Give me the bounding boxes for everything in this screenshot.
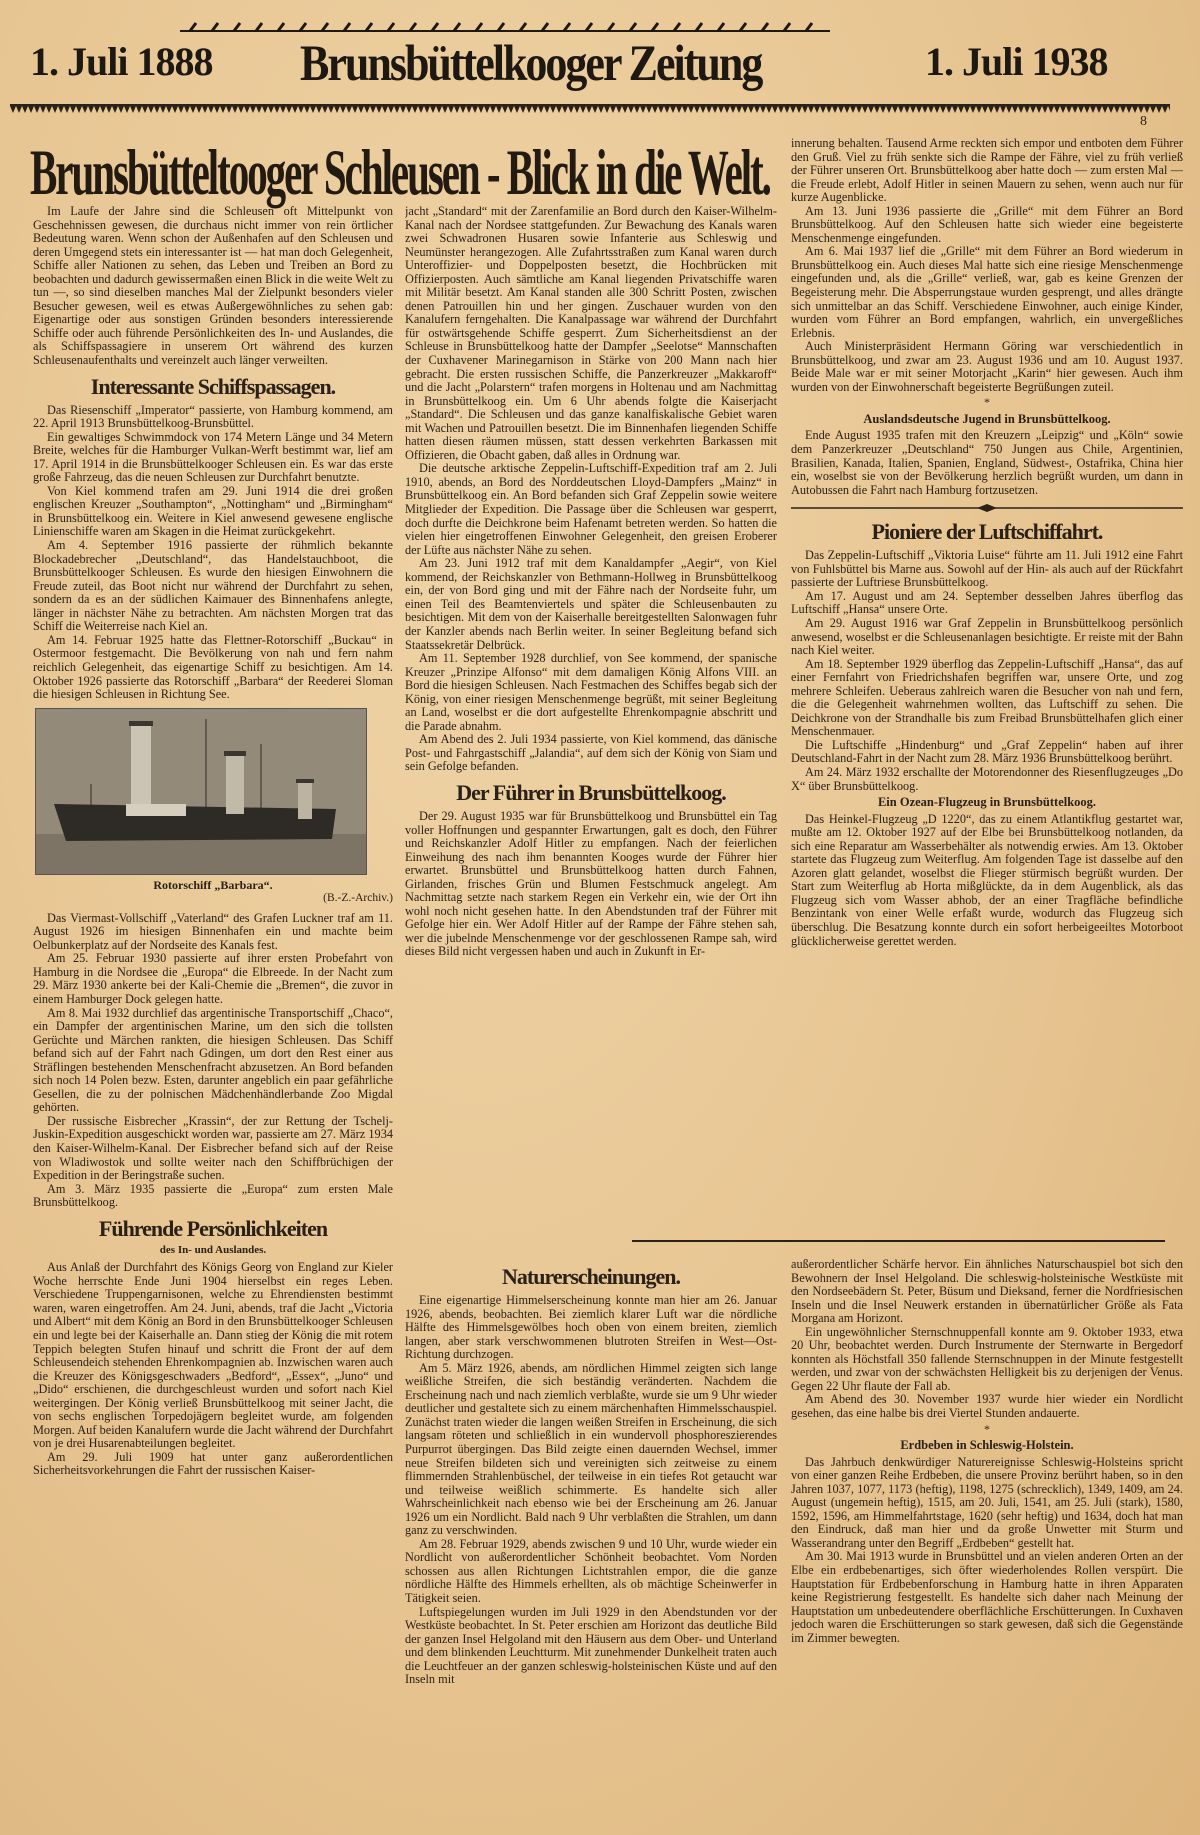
horizontal-divider bbox=[632, 1240, 1165, 1242]
subsection-heading: Erdbeben in Schleswig-Holstein. bbox=[900, 1438, 1074, 1453]
article-paragraph: Am 4. September 1916 passierte der rühmlich bekannte Blockadebrecher „Deutschland“, das Handelstauchboot, die Brunsbüttelkooger Schleusen. Es wurde den hiesigen Einwohnern die Freude zuteil, das Boot nicht nur während der Durchfahrt zu sehen, sondern da es an der südlichen Kaimauer des Binnenhafens anlegte, länger in nächster Nähe zu betrachten. Am nächsten Morgen trat das Schiff die Weiterreise nach Kiel an. bbox=[33, 538, 393, 634]
article-paragraph: Das Heinkel-Flugzeug „D 1220“, das zu einem Atlantikflug gestartet war, mußte am 12. Oktober 1927 auf der Elbe bei Brunsbüttelkoog notlanden, da sich eine Reparatur am Wasserbehälter als notwendig erwies. Am 13. Oktober startete das Flugzeug zum Weiterflug. Am folgenden Tage ist dasselbe auf den Azoren glatt gelandet, woselbst die Flieger stürmisch begrüßt wurden. Der Start zum Weiterflug ab Horta mißglückte, da in dem Augenblick, als das Flugzeug sich vom Wasser abhob, der an einer Tragfläche befindliche Benzintank von einer Welle erfaßt wurde, wodurch das Flugzeug sich überschlug. Die Besatzung konnte durch ein sofort herbeigeeiltes Motorboot glücklicherweise gerettet werden. bbox=[791, 811, 1183, 948]
article-paragraph: Der russische Eisbrecher „Krassin“, der zur Rettung der Tschelj-Juskin-Expedition ausgeschickt worden war, passierte am 27. März 1934 den Kaiser-Wilhelm-Kanal. Der Eisbrecher befand sich auf der Reise von Wladiwostok und sollte weiter nach den Schiffbrüchigen der Expedition in der Beringstraße suchen. bbox=[33, 1113, 393, 1183]
zigzag-rule bbox=[10, 104, 1170, 114]
section-heading: Interessante Schiffspassagen. bbox=[90, 373, 336, 399]
article-paragraph: Am 23. Juni 1912 traf mit dem Kanaldampfer „Aegir“, von Kiel kommend, der Reichskanzler von Bethmann-Hollweg in Brunsbüttelkoog ein, der von Bord ging und mit der Fähre nach der Nordseite fuhr, um einen Teil des Beamtenviertels und später die Schleusenbauten zu besichtigen. Mit dem von der Kaiserhalle bereitgestellten Salonwagen fuhr der Kanzler abends nach Berlin weiter. In seiner Begleitung befand sich Staatssekretär Delbrück. bbox=[405, 556, 777, 652]
article-paragraph: Am 28. Februar 1929, abends zwischen 9 und 10 Uhr, wurde wieder ein Nordlicht von außerordentlicher Schönheit beobachtet. Vom Norden schossen aus allen Richtungen Lichtstrahlen empor, die die ganze nördliche Hälfte des Himmels erhellten, als ob mächtige Scheinwerfer in Tätigkeit seien. bbox=[405, 1536, 777, 1606]
article-paragraph: Am 29. Juli 1909 hat unter ganz außerordentlichen Sicherheitsvorkehrungen die Fahrt der russischen Kaiser- bbox=[33, 1449, 393, 1478]
masthead-date-left: 1. Juli 1888 bbox=[30, 39, 213, 84]
article-paragraph: Von Kiel kommend trafen am 29. Juni 1914 die drei großen englischen Kreuzer „Southampton“, „Nottingham“ und „Birmingham“ in Brunsbüttelkoog ein. Weitere in Kiel anwesend gewesene englische Linienschiffe waren am Skagen in die Heimat zurückgekehrt. bbox=[33, 483, 393, 539]
article-paragraph: Im Laufe der Jahre sind die Schleusen oft Mittelpunkt von Geschehnissen gewesen, die durchaus nicht immer von rein örtlicher Bedeutung waren. Wenn schon der Außenhafen auf den Schleusen und deren Umgegend stets ein interessanter ist — hat man doch Gelegenheit, Schiffe aller Nationen zu sehen, das Leben und Treiben an Bord zu beobachten und dadurch gewissermaßen einen Blick in die weite Welt zu tun —, so sind dieselben manches Mal der Zielpunkt besonders vieler Besucher gewesen, weil es etwas Außergewöhnliches zu sehen gab: Eigenartige oder aus sonstigen Gründen besonders interessierende Schiffe oder auch führende Persönlichkeiten des In- und Auslandes, die als Schiffspassagiere in unserem Ort während des kurzen Schleusenaufenthalts und vereinzelt auch länger verweilten. bbox=[33, 205, 393, 368]
article-paragraph: Aus Anlaß der Durchfahrt des Königs Georg von England zur Kieler Woche herrschte Ende Juni 1904 hierselbst ein reges Leben. Verschiedene Truppengarnisonen, welche zu Ehrendiensten bestimmt waren, waren eingetroffen. Am 24. Juni, abends, traf die Jacht „Victoria und Albert“ mit dem König an Bord in den Brunsbüttelkooger Schleusen ein und legte bei der Kaiserhalle an. Dann stieg der König die mit rotem Teppich belegten Stufen hinauf und schritt die Front der auf dem Schleusendeich stehenden Ehrenkompagnien ab. Inzwischen waren auch die Kreuzer des Königsgeschwaders „Bedford“, „Essex“, „Juno“ und „Dido“ erschienen, die durchgeschleust wurden und sofort nach Kiel weitergingen. Der König verließ Brunsbüttelkoog mit seiner Jacht, die von sechs englischen Torpedojägern begleitet wurde, am folgenden Morgen. Auf beiden Kanalufern wurde die Jacht während der Durchfahrt von je drei Husarenabteilungen begleitet. bbox=[33, 1260, 393, 1451]
photo-caption: Rotorschiff „Barbara“. bbox=[153, 877, 273, 892]
column-2 bbox=[405, 205, 777, 1227]
article-paragraph: Luftspiegelungen wurden im Juli 1929 in den Abendstunden vor der Westküste beobachtet. In St. Peter erschien am Horizont das deutliche Bild der ganzen Insel Helgoland mit den Häusern aus dem Ober- und Unterland und dem blinkenden Leuchtturm. Mit zunehmender Dunkelheit traten auch die Leuchtfeuer an der ganzen schleswig-holsteinischen Küste und auf den Inseln mit bbox=[405, 1604, 777, 1687]
article-paragraph: Am 13. Juni 1936 passierte die „Grille“ mit dem Führer an Bord Brunsbüttelkoog. Auf den Schleusen hatte sich wieder eine begeisterte Menschenmenge eingefunden. bbox=[791, 203, 1183, 245]
article-paragraph: Am Abend des 30. November 1937 wurde hier wieder ein Nordlicht gesehen, das eine halbe bis drei Viertel Stunden andauerte. bbox=[791, 1392, 1183, 1421]
article-paragraph: Am 8. Mai 1932 durchlief das argentinische Transportschiff „Chaco“, ein Dampfer der argentinischen Marine, um den sich die tollsten Gerüchte und Märchen rankten, die hiesigen Schleusen. Das Schiff befand sich auf der Fahrt nach Gdingen, um dort den Rest einer aus Sträflingen bestehenden Menschenfracht abzusetzen. An Bord befanden sich noch 14 Polen bezw. Esten, darunter angeblich ein paar gefährliche Gesellen, die zu der polnischen Mädchenhändlerbande Zoo Migdal gehörten. bbox=[33, 1005, 393, 1115]
article-paragraph: Am 6. Mai 1937 lief die „Grille“ mit dem Führer an Bord wiederum in Brunsbüttelkoog ein. Auch dieses Mal hatte sich eine riesige Menschenmenge eingefunden und, als die „Grille“ verließ, war, gab es keine Grenzen der Begeisterung mehr. Die Absperrungstaue wurden gesprengt, und alles drängte sich unmittelbar an das Schiff. Verschiedene Einwohner, auch einige Kinder, wurden vom Führer an Bord empfangen, wahrlich, ein unvergeßliches Erlebnis. bbox=[791, 244, 1183, 340]
article-paragraph: jacht „Standard“ mit der Zarenfamilie an Bord durch den Kaiser-Wilhelm-Kanal nach der Nordsee stattgefunden. Zur Bewachung des Kanals waren zwei Schwadronen Husaren sowie Infanterie aus Schleswig und Neumünster herangezogen. Alle Zufahrtsstraßen zum Kanal waren durch Unteroffizier- und Doppelposten besetzt, die Hochbrücken mit Offizierposten. Auch sämtliche am Kanal liegenden Privatschiffe waren mit Militär besetzt. Am Kanal standen alle 300 Schritt Posten, zwischen denen Patrouillen hin und her gingen. Zuschauer wurden von den Kanalufern ferngehalten. Die Kanalpassage war während der Durchfahrt für ostwärtsgehende Schiffe gesperrt. Zum Sicherheitsdienst an der Schleuse in Brunsbüttelkoog hatte der Dampfer „Seelotse“ Mannschaften der Cuxhavener Marinegarnison in Stärke von 200 Mann nach hier gebracht. Die ersten russischen Schiffe, die Panzerkreuzer „Makkaroff“ und die Jacht „Polarstern“ trafen morgens in Holtenau und am Nachmittag in Brunsbüttelkoog ein. Um 6 Uhr abends folgte die Kaiserjacht „Standard“. Die Schleusen und das ganze kanalfiskalische Gebiet waren mit Wachen und Patrouillen besetzt. Die im Binnenhafen liegenden Schiffe hatten diesen räumen müssen, statt dessen verkehrten Barkassen mit Offizieren, die Obacht gaben, daß alles in Ordnung war. bbox=[405, 205, 777, 462]
main-headline: Brunsbütteltooger Schleusen - Blick in die Welt. bbox=[30, 135, 770, 209]
article-paragraph: Das Viermast-Vollschiff „Vaterland“ des Grafen Luckner traf am 11. August 1926 im hiesigen Binnenhafen ein und machte beim Oelbunkerplatz auf der Nordseite des Kanals fest. bbox=[33, 910, 393, 952]
article-paragraph: Am 30. Mai 1913 wurde in Brunsbüttel und an vielen anderen Orten an der Elbe ein erdbebenartiges, sich öfter wiederholendes Rollen verspürt. Die Hauptstation für Erdbebenforschung in Hamburg hatte in ihren Apparaten keine Registrierung festgestellt. Es handelte sich daher nach Meinung der Hauptstation um unbedeutendere oberflächliche Erschütterungen. In Cuxhaven jedoch waren die Erschütterungen so stark gewesen, daß sich die Gegenstände im Zimmer bewegten. bbox=[791, 1549, 1183, 1645]
article-paragraph: außerordentlicher Schärfe hervor. Ein ähnliches Naturschauspiel bot sich den Bewohnern der Insel Helgoland. Die schleswig-holsteinische Westküste mit den Nordseebädern St. Peter, Büsum und Dieksand, ferner die Nordfriesischen Inseln und die Insel Neuwerk erstanden in übernatürlicher Größe als Fata Morgana am Horizont. bbox=[791, 1258, 1183, 1326]
section-heading: Naturerscheinungen. bbox=[502, 1264, 680, 1289]
article-paragraph: Am 17. August und am 24. September desselben Jahres überflog das Luftschiff „Hansa“ unsere Orte. bbox=[791, 588, 1183, 617]
ship-photo bbox=[35, 708, 367, 875]
section-heading: Führende Persönlichkeiten bbox=[98, 1215, 328, 1241]
section-subheading: des In- und Auslandes. bbox=[159, 1243, 267, 1256]
article-paragraph: Am Abend des 2. Juli 1934 passierte, von Kiel kommend, das dänische Post- und Fahrgastschiff „Jalandia“, auf dem sich der König von Siam und sein Gefolge befanden. bbox=[405, 732, 777, 774]
subsection-heading: Ein Ozean-Flugzeug in Brunsbüttelkoog. bbox=[877, 795, 1097, 810]
article-paragraph: Am 25. Februar 1930 passierte auf ihrer ersten Probefahrt von Hamburg in die Nordsee die „Europa“ die Elbreede. In der Nacht zum 29. März 1930 ankerte bei der Kali-Chemie die „Bremen“, die zuvor in einem Hamburger Dock gelegen hatte. bbox=[33, 951, 393, 1006]
article-paragraph: Am 3. März 1935 passierte die „Europa“ zum ersten Male Brunsbüttelkoog. bbox=[33, 1181, 393, 1210]
article-paragraph: Der 29. August 1935 war für Brunsbüttelkoog und Brunsbüttel ein Tag voller Hoffnungen und gespannter Erwartungen, galt es doch, den Führer und Reichskanzler Adolf Hitler zu empfangen. Nach der feierlichen Einweihung des nach ihm benannten Kooges wurde der Führer hier erwartet. Brunsbüttel und Brunsbüttelkoog hatten durch Fahnen, Girlanden, frisches Grün und Blumen Festschmuck angelegt. Am Nachmittag setzte nach starkem Regen ein Verkehr ein, wie der Ort ihn wohl noch nicht gesehen hatte. In den Abendstunden traf der Führer mit Gefolge hier ein. Wer Adolf Hitler auf der Rampe der Fähre stehen sah, wer die jubelnde Menschenmenge vor der geschlossenen Rampe sah, wird dieses Bild nicht vergessen haben und auch in Zukunft in Er- bbox=[405, 808, 777, 959]
article-paragraph: Ende August 1935 trafen mit den Kreuzern „Leipzig“ und „Köln“ sowie dem Panzerkreuzer „Deutschland“ 750 Jungen aus Chile, Argentinien, Brasilien, Kanada, Italien, Spanien, England, Südwest-, Ostafrika, China hier ein, woselbst sie von der Bevölkerung herzlich begrüßt wurden, um dann in Autobussen die Fahrt nach Hamburg fortzusetzen. bbox=[791, 428, 1183, 497]
article-paragraph: Am 14. Februar 1925 hatte das Flettner-Rotorschiff „Buckau“ in Ostermoor festgemacht. Die Bevölkerung von nah und fern nahm reichlich Gelegenheit, das eigenartige Schiff zu besichtigen. Am 14. Oktober 1926 passierte das Rotorschiff „Barbara“ der Reederei Sloman die hiesigen Schleusen in Richtung See. bbox=[33, 632, 393, 702]
column-1 bbox=[33, 205, 393, 1835]
masthead-date-right: 1. Juli 1938 bbox=[925, 39, 1108, 84]
article-paragraph: innerung behalten. Tausend Arme reckten sich empor und entboten dem Führer den Gruß. Viel zu früh senkte sich die Rampe der Fähre, viel zu früh verließ der Führer unseren Ort. Brunsbüttelkoog aber hatte doch — zum ersten Mal — die Freude erlebt, Adolf Hitler in seinen Mauern zu sehen, wenn auch nur für kurze Augenblicke. bbox=[791, 137, 1183, 205]
article-paragraph: Am 18. September 1929 überflog das Zeppelin-Luftschiff „Hansa“, das auf einer Fernfahrt von Friedrichshafen begriffen war, unsere Orte, und zog mehrere Schleifen. Ueberaus zahlreich waren die Besucher von nah und fern, die die Gelegenheit wahrnehmen wollten, das Luftschiff zu sehen. Die Deichkrone von der Strandhalle bis zum Freibad Brunsbüttelhafen glich einer Menschenmauer. bbox=[791, 656, 1183, 739]
section-separator: * bbox=[984, 1421, 990, 1436]
article-paragraph: Ein ungewöhnlicher Sternschnuppenfall konnte am 9. Oktober 1933, etwa 20 Uhr, beobachtet werden. Durch Instrumente der Sternwarte in Bergedorf konnten als Höchstfall 350 fallende Sternschnuppen in der Minute festgestellt werden, und zwar von der schwächsten Helligkeit bis zu derjenigen der Venus. Gegen 22 Uhr flaute der Fall ab. bbox=[791, 1324, 1183, 1393]
column-3 bbox=[791, 137, 1183, 1229]
masthead-title: Brunsbüttelkooger Zeitung bbox=[300, 35, 762, 92]
section-separator: * bbox=[984, 395, 990, 410]
photo-credit: (B.-Z.-Archiv.) bbox=[323, 892, 393, 905]
subsection-heading: Auslandsdeutsche Jugend in Brunsbüttelkoog. bbox=[863, 411, 1111, 426]
divider-ornament bbox=[791, 503, 1183, 513]
article-paragraph: Die deutsche arktische Zeppelin-Luftschiff-Expedition traf am 2. Juli 1910, abends, an Bord des Norddeutschen Lloyd-Dampfers „Mainz“ in Brunsbüttelkoog ein. An Bord befanden sich Graf Zeppelin sowie weitere Mitglieder der Expedition. Die Passage über die Schleusen war gesperrt, doch durfte die Deichkrone beim Hafenamt betreten werden. So hatten die vielen hier eingetroffenen Einwohner Gelegenheit, den greisen Eroberer der Lüfte aus nächster Nähe zu sehen. bbox=[405, 461, 777, 557]
article-paragraph: Am 24. März 1932 erschallte der Motorendonner des Riesenflugzeuges „Do X“ über Brunsbüttelkoog. bbox=[791, 764, 1183, 793]
article-paragraph: Auch Ministerpräsident Hermann Göring war verschiedentlich in Brunsbüttelkoog, und zwar am 23. August 1936 und am 10. August 1937. Beide Male war er mit seiner Motorjacht „Karin“ hier gewesen. Auch ihm wurden von der Einwohnerschaft begeisterte Begrüßungen zuteil. bbox=[791, 339, 1183, 394]
article-paragraph: Die Luftschiffe „Hindenburg“ und „Graf Zeppelin“ haben auf ihrer Deutschland-Fahrt in der Nacht zum 28. März 1936 Brunsbüttelkoog berührt. bbox=[791, 737, 1183, 766]
column-2-bottom bbox=[405, 1258, 777, 1835]
column-3-bottom bbox=[791, 1258, 1183, 1835]
article-paragraph: Das Riesenschiff „Imperator“ passierte, von Hamburg kommend, am 22. April 1913 Brunsbüttelkoog-Brunsbüttel. bbox=[33, 402, 393, 431]
article-paragraph: Das Zeppelin-Luftschiff „Viktoria Luise“ führte am 11. Juli 1912 eine Fahrt von Fuhlsbüttel bis Marne aus. Sowohl auf der Hin- als auch auf der Rückfahrt passierte der Luftriese Brunsbüttelkoog. bbox=[791, 548, 1183, 590]
article-paragraph: Am 11. September 1928 durchlief, von See kommend, der spanische Kreuzer „Prinzipe Alfonso“ mit dem damaligen König Alfons VIII. an Bord die hiesigen Schleusen. Nach Festmachen des Schiffes begab sich der König, von einer riesigen Menschenmenge begrüßt, mit seiner Begleitung an Land, woselbst er die dort aufgestellte Ehrenkompagnie abschritt und die Parade abnahm. bbox=[405, 651, 777, 733]
section-heading: Pioniere der Luftschiffahrt. bbox=[871, 519, 1103, 545]
page-number: 8 bbox=[1140, 114, 1147, 129]
article-paragraph: Eine eigenartige Himmelserscheinung konnte man hier am 26. Januar 1926, abends, beobachten. Bei ziemlich klarer Luft war die nördliche Hälfte des Himmelsgewölbes hoch oben von einem breiten, ziemlich langen, aber stark verschwommenen blutroten Streifen in West—Ost-Richtung durchzogen. bbox=[405, 1293, 777, 1362]
section-heading: Der Führer in Brunsbüttelkoog. bbox=[456, 779, 726, 805]
article-paragraph: Am 29. August 1916 war Graf Zeppelin in Brunsbüttelkoog persönlich anwesend, woselbst er die Schleusenanlagen besichtigte. Er reiste mit der Bahn nach Kiel weiter. bbox=[791, 615, 1183, 658]
article-paragraph: Ein gewaltiges Schwimmdock von 174 Metern Länge und 34 Metern Breite, welches für die Hamburger Vulkan-Werft bestimmt war, lief am 17. April 1914 in die Brunsbüttelkooger Schleusen ein. Es war das erste große Fahrzeug, das die neuen Schleusen zur Durchfahrt benutzte. bbox=[33, 429, 393, 485]
article-paragraph: Am 5. März 1926, abends, am nördlichen Himmel zeigten sich lange weißliche Streifen, die sich beständig veränderten. Nachdem die Erscheinung nach und nach ziemlich verblaßte, wurde sie um 9 Uhr wieder deutlicher und gestaltete sich zu einem märchenhaften Himmelsschauspiel. Zunächst traten wieder die langen weißen Streifen in Erscheinung, die sich langsam röteten und schließlich in ein wundervoll phosphoreszierendes Purpurrot übergingen. Das Bild zeigte einen dauernden Wechsel, immer neue Streifen bildeten sich und vereinigten sich zeitweise zu einem flimmernden Strahlenbüschel, der teilweise in ein tiefes Rot getaucht war und teilweise weißlich schimmerte. Es handelte sich aller Wahrscheinlichkeit nach ebenso wie bei der Erscheinung am 26. Januar 1926 um ein Nordlicht. Bald nach 9 Uhr verblaßten die Strahlen, um dann ganz zu verschwinden. bbox=[405, 1360, 777, 1538]
article-paragraph: Das Jahrbuch denkwürdiger Naturereignisse Schleswig-Holsteins spricht von einer ganzen Reihe Erdbeben, die unsere Provinz berührt haben, so in den Jahren 1037, 1077, 1173 (heftig), 1198, 1275 (schrecklich), 1349, 1409, am 24. August (ungemein heftig), 1515, am 20. Juli, 1541, am 25. Juli (stark), 1580, 1592, 1596, am Himmelfahrtstage, 1620 (sehr heftig) und 1634, doch hat man den Eindruck, daß man hier und da große Unwetter mit Sturm und Wasserandrang unter den Begriff „Erdbeben“ gestellt hat. bbox=[791, 1454, 1183, 1550]
